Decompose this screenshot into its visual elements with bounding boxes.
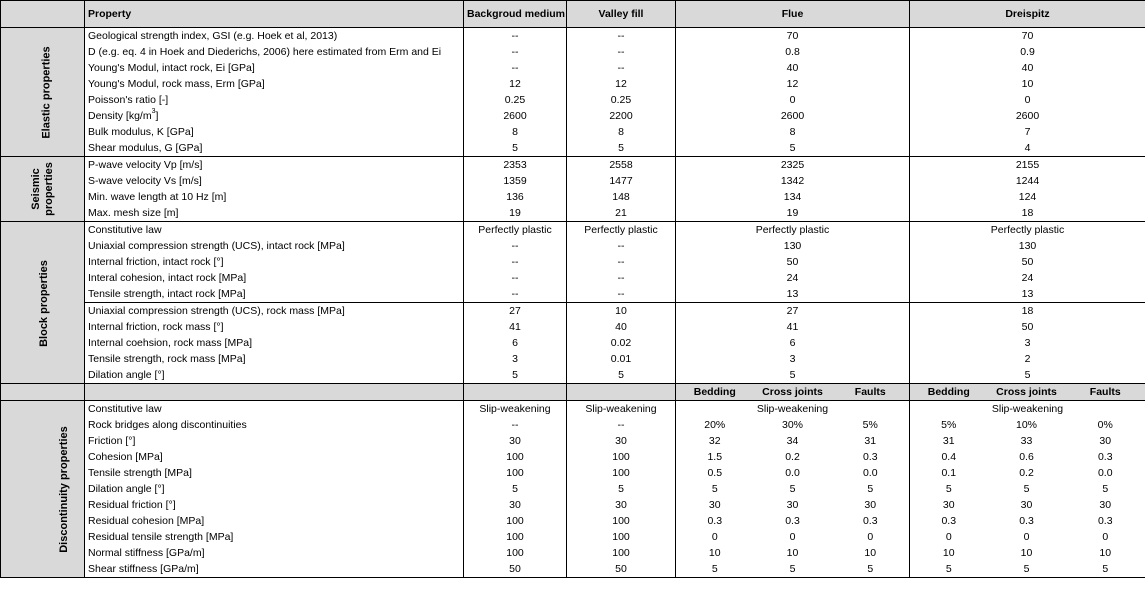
property-name: Residual cohesion [MPa] [85,513,464,529]
cell-background: 100 [464,513,567,529]
cell-valley-fill: 5 [567,140,676,157]
cell-flue-bedding: 0.3 [707,515,723,527]
cell-flue: 8 [676,124,910,140]
property-name-text: Interal cohesion, intact rock [MPa] [88,272,247,284]
cell-flue-cross-joints: 5 [754,561,832,578]
property-name: Shear stiffness [GPa/m] [85,561,464,578]
property-name-text: Tensile strength, rock mass [MPa] [88,353,246,365]
cell-flue: 1342 [676,173,910,189]
cell-dreispitz-bedding: 5 [910,561,988,578]
cell-flue: 2325 [676,157,910,174]
cell-dreispitz: 13 [910,286,1145,303]
cell-flue: 3 [676,351,910,367]
subheader-dreispitz-faults: Faults [1066,384,1145,401]
cell-background: 8 [464,124,567,140]
cell-flue: 27 [676,303,910,320]
cell-dreispitz-faults: 30 [1066,497,1145,513]
group-discontinuity-label-line: Discontinuity properties [57,426,70,553]
cell-dreispitz-bedding: 5 [945,483,952,495]
cell-background: -- [464,44,567,60]
table-row [1,205,1145,222]
property-name [85,205,464,222]
property-name-text: Poisson's ratio [-] [88,94,169,106]
cell-flue-cross-joints: 0 [789,531,796,543]
cell-valley-fill: -- [567,28,676,45]
cell-dreispitz: 50 [910,254,1145,270]
cell-background: 12 [464,76,567,92]
cell-dreispitz-cross-joints: 5 [988,561,1066,578]
property-name-text: Internal coehsion, rock mass [MPa] [88,337,252,349]
property-name [85,303,464,320]
block-section [1,222,1145,384]
cell-dreispitz-faults: 10 [1066,545,1145,561]
group-block [1,222,85,384]
cell-dreispitz-bedding: 31 [942,435,955,447]
property-name [85,124,464,140]
cell-dreispitz-bedding: 5% [941,419,957,431]
table-row [1,497,1145,513]
cell-flue-cross-joints: 0.0 [785,467,800,479]
cell-background: 5 [464,140,567,157]
cell-dreispitz-faults: 5 [1066,561,1145,578]
group-discontinuity-label [58,426,71,553]
property-name-tail: ] [155,110,159,122]
cell-flue: 2600 [676,108,910,124]
cell-flue-faults: 5% [832,417,910,433]
cell-valley-fill: 10 [567,303,676,320]
cell-dreispitz-faults: 0.0 [1066,465,1145,481]
cell-flue-faults: 0 [832,529,910,545]
property-name [85,319,464,335]
cell-flue-bedding: 32 [708,435,721,447]
group-seismic-label-line: properties [42,161,55,216]
cell-flue-bedding: 5 [676,561,754,578]
property-name-text: Uniaxial compression strength (UCS), intact rock [MPa] [88,240,345,252]
cell-valley-fill: 5 [567,481,676,497]
cell-valley-fill: 1477 [567,173,676,189]
cell-valley-fill: 100 [567,545,676,561]
cell-dreispitz: 50 [910,319,1145,335]
cell-background: -- [464,270,567,286]
cell-flue: 40 [676,60,910,76]
cell-dreispitz: 10 [910,76,1145,92]
cell-valley-fill: 50 [567,561,676,578]
table-row [1,124,1145,140]
cell-dreispitz-cross-joints: 33 [1020,435,1033,447]
subheader-flue-cross-joints: Cross joints [754,384,832,401]
cell-valley-fill: 148 [567,189,676,205]
cell-dreispitz-bedding: 0.4 [941,451,957,463]
property-name [85,60,464,76]
cell-background: Slip-weakening [464,401,567,418]
cell-flue-bedding: 5 [711,483,718,495]
cell-dreispitz-bedding: 0.3 [941,515,957,527]
table-row [1,157,1145,174]
property-name-sup: 3 [151,108,156,115]
cell-dreispitz-faults: 0.3 [1066,449,1145,465]
cell-valley-fill: 40 [567,319,676,335]
cell-flue: 13 [676,286,910,303]
cell-valley-fill: -- [567,60,676,76]
property-name-text: Dilation angle [°] [88,369,165,381]
cell-valley-fill: 30 [567,433,676,449]
cell-dreispitz: Slip-weakening [910,401,1145,418]
cell-background: -- [464,60,567,76]
cell-flue-cross-joints: 0.3 [785,515,800,527]
cell-flue-bedding: 30 [708,499,721,511]
property-name: Dilation angle [°] [85,481,464,497]
property-name [85,108,464,124]
subheader-blank-group [1,384,85,401]
property-name: Cohesion [MPa] [85,449,464,465]
cell-background: 100 [464,529,567,545]
cell-valley-fill: -- [567,238,676,254]
cell-dreispitz-cross-joints: 0.6 [1019,451,1034,463]
cell-background: Perfectly plastic [464,222,567,239]
group-seismic-label [29,162,55,216]
cell-background: 0.25 [464,92,567,108]
cell-dreispitz-bedding: 0.1 [941,467,957,479]
table-row [1,303,1145,320]
cell-background: 100 [464,449,567,465]
cell-valley-fill: -- [567,270,676,286]
cell-flue: 130 [676,238,910,254]
property-name [85,367,464,384]
cell-dreispitz: 124 [910,189,1145,205]
cell-valley-fill: 30 [567,497,676,513]
property-name-text: Density [kg/m [88,110,152,122]
table-row [1,433,1145,449]
property-name [85,173,464,189]
cell-background: -- [464,417,567,433]
cell-flue-faults: 0.3 [832,513,910,529]
property-name [85,76,464,92]
property-name [85,254,464,270]
cell-flue: 12 [676,76,910,92]
property-name [85,157,464,174]
cell-dreispitz-faults: 5 [1066,481,1145,497]
table-row [1,76,1145,92]
property-name-text: D (e.g. eq. 4 in Hoek and Diederichs, 2006) here estimated from Erm and Ei [88,46,442,58]
cell-flue-faults: 5 [832,481,910,497]
cell-background: 100 [464,545,567,561]
table-row [1,401,1145,418]
cell-background: 5 [464,481,567,497]
cell-flue: 5 [676,140,910,157]
table-row [1,286,1145,303]
cell-dreispitz-cross-joints: 0.2 [1019,467,1034,479]
property-name-text: Constitutive law [88,224,162,236]
cell-flue: 41 [676,319,910,335]
property-name-text: Uniaxial compression strength (UCS), rock mass [MPa] [88,305,345,317]
cell-background: 136 [464,189,567,205]
cell-flue: 50 [676,254,910,270]
property-name-text: S-wave velocity Vs [m/s] [88,175,202,187]
cell-dreispitz: 4 [910,140,1145,157]
cell-valley-fill: 2200 [567,108,676,124]
group-elastic [1,28,85,157]
subheader-blank-property [85,384,464,401]
cell-dreispitz-cross-joints: 10% [1015,419,1037,431]
subheader-flue-bedding: Bedding [676,384,754,401]
cell-valley-fill: -- [567,254,676,270]
property-name: Constitutive law [85,401,464,418]
table-row [1,222,1145,239]
subheader-dreispitz-cross-joints: Cross joints [988,384,1066,401]
cell-valley-fill: Perfectly plastic [567,222,676,239]
property-name [85,335,464,351]
cell-background: -- [464,286,567,303]
cell-flue-bedding: 10 [708,547,721,559]
table-row [1,481,1145,497]
cell-dreispitz: 2 [910,351,1145,367]
header-property: Property [85,1,464,28]
table-row [1,140,1145,157]
cell-background: 27 [464,303,567,320]
table-row [1,173,1145,189]
table-row [1,351,1145,367]
group-elastic-label-line: Elastic properties [40,46,53,139]
cell-dreispitz: 2600 [910,108,1145,124]
table-row [1,254,1145,270]
cell-valley-fill: -- [567,44,676,60]
cell-dreispitz-cross-joints: 10 [1020,547,1033,559]
cell-dreispitz: 40 [910,60,1145,76]
cell-dreispitz-cross-joints: 0 [1023,531,1030,543]
property-name-text: Bulk modulus, K [GPa] [88,126,194,138]
cell-valley-fill: 0.02 [567,335,676,351]
cell-valley-fill: 100 [567,465,676,481]
cell-valley-fill: 2558 [567,157,676,174]
cell-dreispitz-faults: 0% [1066,417,1145,433]
property-name: Residual tensile strength [MPa] [85,529,464,545]
property-name-text: Tensile strength, intact rock [MPa] [88,288,246,300]
table-row [1,545,1145,561]
header-flue: Flue [676,1,910,28]
cell-dreispitz: 0.9 [910,44,1145,60]
cell-valley-fill: 100 [567,449,676,465]
property-name [85,92,464,108]
property-name [85,286,464,303]
property-name [85,351,464,367]
cell-flue-faults: 0.0 [832,465,910,481]
property-name-text: Internal friction, intact rock [°] [88,256,224,268]
cell-background: 30 [464,497,567,513]
cell-dreispitz-cross-joints: 0.3 [1019,515,1034,527]
cell-valley-fill: 100 [567,513,676,529]
cell-flue: 70 [676,28,910,45]
property-name [85,270,464,286]
cell-flue: 0.8 [676,44,910,60]
cell-flue-cross-joints: 30% [781,419,803,431]
cell-flue-cross-joints: 5 [789,483,796,495]
cell-flue: 134 [676,189,910,205]
cell-flue-cross-joints: 0.2 [785,451,800,463]
cell-flue-bedding: 1.5 [707,451,723,463]
cell-flue: 5 [676,367,910,384]
cell-dreispitz-bedding: 30 [942,499,955,511]
property-name [85,238,464,254]
cell-background: 5 [464,367,567,384]
cell-dreispitz: 1244 [910,173,1145,189]
header-background: Backgroud medium [464,1,567,28]
cell-background: -- [464,254,567,270]
cell-flue: Perfectly plastic [676,222,910,239]
subheader-blank-background [464,384,567,401]
cell-flue: 24 [676,270,910,286]
property-name-text: Young's Modul, rock mass, Erm [GPa] [88,78,265,90]
cell-dreispitz: 0 [910,92,1145,108]
cell-valley-fill: 0.25 [567,92,676,108]
cell-flue-faults: 31 [832,433,910,449]
table-row [1,513,1145,529]
table-row [1,108,1145,124]
cell-dreispitz-bedding: 10 [942,547,955,559]
property-name-text: Max. mesh size [m] [88,207,179,219]
group-seismic-label-line: Seismic [29,167,42,210]
cell-flue-bedding: 20% [704,419,726,431]
cell-flue: 0 [676,92,910,108]
cell-flue-cross-joints: 10 [786,547,799,559]
cell-valley-fill: 0.01 [567,351,676,367]
cell-dreispitz-cross-joints: 30 [1020,499,1033,511]
group-seismic [1,157,85,222]
subheader-dreispitz-bedding: Bedding [910,384,988,401]
cell-dreispitz: 18 [910,205,1145,222]
property-name: Tensile strength [MPa] [85,465,464,481]
cell-dreispitz-faults: 0.3 [1066,513,1145,529]
group-elastic-label [41,46,54,138]
property-name: Friction [°] [85,433,464,449]
discontinuity-section [1,384,1145,578]
table-row [1,44,1145,60]
table-row [1,367,1145,384]
discontinuity-subheader-row [1,384,1145,401]
cell-dreispitz-faults: 30 [1066,433,1145,449]
cell-background: 3 [464,351,567,367]
property-name-text: Young's Modul, intact rock, Ei [GPa] [88,62,255,74]
table-row [1,417,1145,433]
cell-flue-cross-joints: 30 [786,499,799,511]
property-name [85,44,464,60]
cell-flue-faults: 0.3 [832,449,910,465]
cell-flue-faults: 10 [832,545,910,561]
group-discontinuity [1,401,85,578]
table-row [1,319,1145,335]
cell-valley-fill: 21 [567,205,676,222]
cell-background: 1359 [464,173,567,189]
cell-valley-fill: 8 [567,124,676,140]
table-row [1,529,1145,545]
table-row [1,270,1145,286]
cell-valley-fill: -- [567,417,676,433]
cell-background: 41 [464,319,567,335]
table-row [1,189,1145,205]
cell-dreispitz: 5 [910,367,1145,384]
cell-dreispitz: Perfectly plastic [910,222,1145,239]
cell-dreispitz: 18 [910,303,1145,320]
cell-background: 19 [464,205,567,222]
seismic-section [1,157,1145,222]
subheader-flue-faults: Faults [832,384,910,401]
table-row [1,92,1145,108]
cell-background: 50 [464,561,567,578]
table-row [1,561,1145,578]
cell-flue: Slip-weakening [676,401,910,418]
cell-valley-fill: 100 [567,529,676,545]
cell-flue-cross-joints: 34 [786,435,799,447]
table-row [1,449,1145,465]
cell-dreispitz: 2155 [910,157,1145,174]
table-row [1,335,1145,351]
property-name-text: Min. wave length at 10 Hz [m] [88,191,227,203]
cell-valley-fill: Slip-weakening [567,401,676,418]
cell-flue-bedding: 0.5 [707,467,723,479]
cell-valley-fill: 12 [567,76,676,92]
property-name-text: Shear modulus, G [GPa] [88,142,203,154]
cell-background: 100 [464,465,567,481]
property-name: Normal stiffness [GPa/m] [85,545,464,561]
cell-valley-fill: 5 [567,367,676,384]
corner-cell [1,1,85,28]
table-row [1,60,1145,76]
cell-background: -- [464,238,567,254]
property-name-text: P-wave velocity Vp [m/s] [88,159,203,171]
cell-dreispitz: 130 [910,238,1145,254]
cell-dreispitz-faults: 0 [1066,529,1145,545]
header-dreispitz: Dreispitz [910,1,1145,28]
property-name [85,140,464,157]
table-row [1,238,1145,254]
cell-background: 6 [464,335,567,351]
cell-flue-faults: 5 [832,561,910,578]
cell-dreispitz-cross-joints: 5 [1023,483,1030,495]
subheader-blank-valley [567,384,676,401]
table-row [1,28,1145,45]
property-name: Residual friction [°] [85,497,464,513]
cell-flue: 19 [676,205,910,222]
cell-dreispitz: 24 [910,270,1145,286]
property-name [85,189,464,205]
property-name-text: Geological strength index, GSI (e.g. Hoek et al, 2013) [88,30,338,42]
group-block-label-line: Block properties [37,259,50,347]
elastic-section [1,28,1145,157]
cell-background: 2600 [464,108,567,124]
cell-flue-bedding: 0 [711,531,718,543]
cell-background: -- [464,28,567,45]
header-valley-fill: Valley fill [567,1,676,28]
property-name-text: Internal friction, rock mass [°] [88,321,224,333]
group-block-label [38,260,51,347]
cell-dreispitz: 7 [910,124,1145,140]
cell-flue: 6 [676,335,910,351]
property-name [85,28,464,45]
cell-dreispitz-bedding: 0 [945,531,952,543]
cell-background: 2353 [464,157,567,174]
property-name [85,222,464,239]
cell-flue-faults: 30 [832,497,910,513]
cell-valley-fill: -- [567,286,676,303]
cell-dreispitz: 3 [910,335,1145,351]
table-row [1,465,1145,481]
cell-background: 30 [464,433,567,449]
cell-dreispitz: 70 [910,28,1145,45]
property-name: Rock bridges along discontinuities [85,417,464,433]
